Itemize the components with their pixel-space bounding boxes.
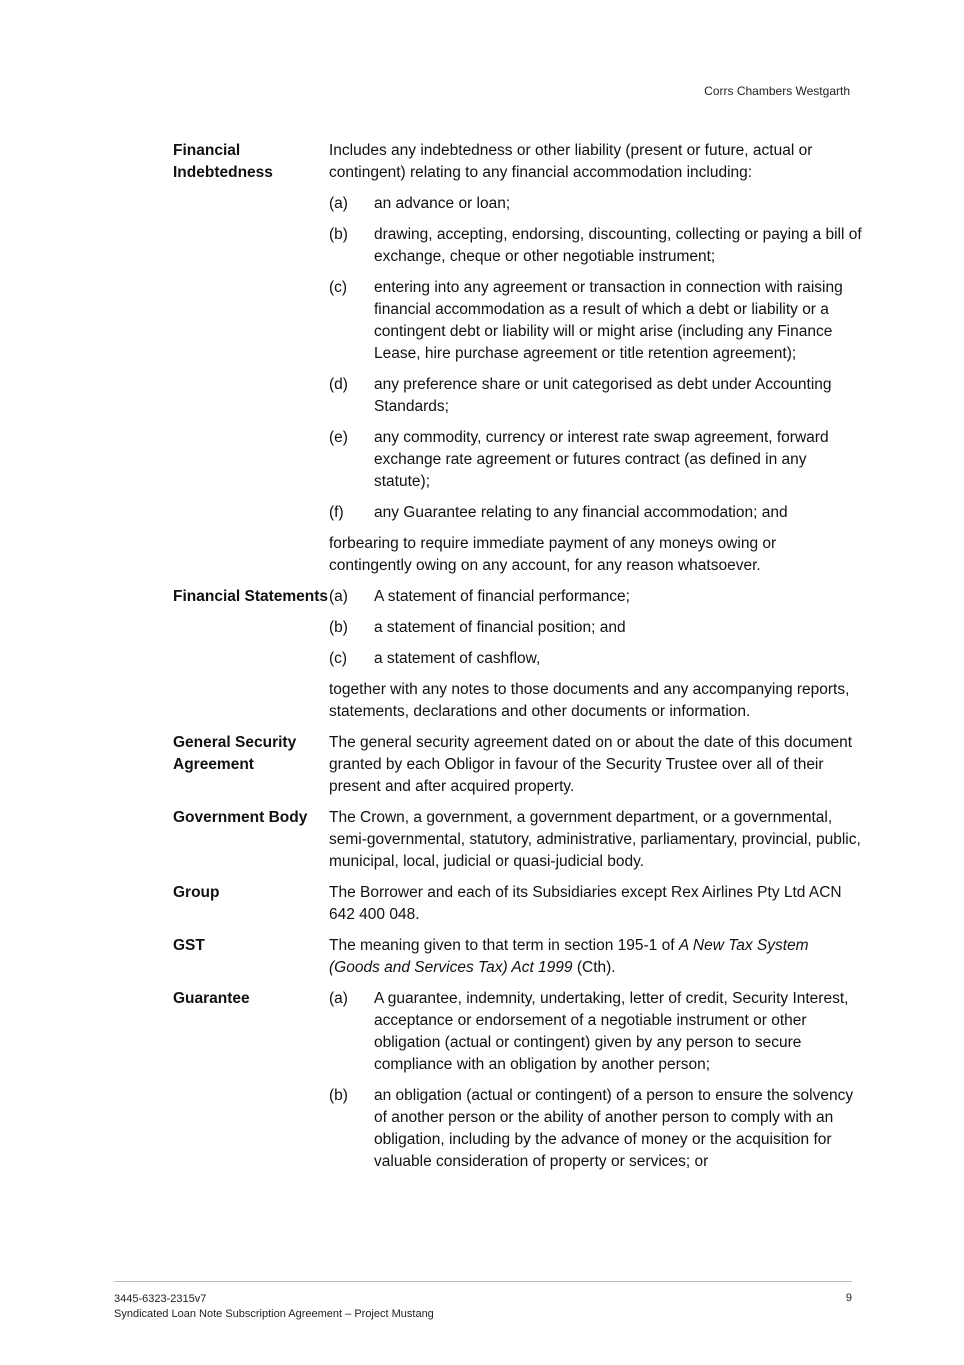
definition-outro: together with any notes to those documents and any accompanying reports, statements, declarations and other documents or information. (329, 681, 850, 720)
item-label: (c) (329, 650, 348, 667)
term-label: Financial Indebtedness (173, 142, 273, 181)
definition-body (329, 935, 863, 979)
definition-intro: The Crown, a government, a government department, or a governmental, semi-governmental, statutory, administrative, parliamentary, provincial, public, municipal, local, judicial or quasi-judicial body. (329, 809, 861, 870)
document-title: Syndicated Loan Note Subscription Agreement – Project Mustang (114, 1308, 434, 1320)
list-item (329, 193, 863, 215)
definition-body (329, 586, 863, 723)
definition-group (173, 882, 863, 926)
item-label: (b) (329, 1087, 348, 1104)
definitions-list (173, 140, 863, 1182)
list-item (329, 502, 863, 524)
definition-intro (329, 935, 863, 979)
definition-guarantee (173, 988, 863, 1173)
list-item (329, 374, 863, 418)
item-text: drawing, accepting, endorsing, discounting, collecting or paying a bill of exchange, cheque or other negotiable instrument; (374, 226, 862, 265)
page-header-firm: Corrs Chambers Westgarth (704, 84, 850, 98)
gst-text-after: (Cth). (572, 959, 616, 976)
term-label: Government Body (173, 809, 308, 826)
list-item (329, 277, 863, 365)
term-label: Financial Statements (173, 588, 329, 605)
term-label: GST (173, 937, 205, 954)
item-text: entering into any agreement or transaction in connection with raising financial accommodation as a result of which a debt or liability or a contingent debt or liability will or might arise (including any Finance Lease, hire purchase agreement or title retention agreement); (374, 279, 843, 362)
item-label: (f) (329, 504, 344, 521)
item-label: (e) (329, 429, 348, 446)
document-id: 3445-6323-2315v7 (114, 1293, 207, 1305)
gst-text-before: The meaning given to that term in section 195-1 of (329, 937, 679, 954)
definition-government-body (173, 807, 863, 873)
definition-general-security-agreement (173, 732, 863, 798)
list-item (329, 988, 863, 1076)
definition-gst (173, 935, 863, 979)
item-text: A statement of financial performance; (374, 588, 630, 605)
item-label: (c) (329, 279, 348, 296)
definition-intro: The general security agreement dated on or about the date of this document granted by each Obligor in favour of the Security Trustee over all of their present and after acquired property. (329, 734, 853, 795)
page-footer (114, 1292, 434, 1322)
definition-financial-indebtedness (173, 140, 863, 577)
footer-divider (114, 1281, 852, 1282)
item-text: A guarantee, indemnity, undertaking, letter of credit, Security Interest, acceptance or endorsement of a negotiable instrument or other obligation (actual or contingent) given by any person to secure compliance with an obligation by another person; (374, 990, 849, 1073)
definition-body (329, 732, 863, 798)
item-text: an advance or loan; (374, 195, 511, 212)
item-text: an obligation (actual or contingent) of a person to ensure the solvency of another person or the ability of another person to comply with an obligation, including by the advance of money or the acquisition for valuable consideration of property or services; or (374, 1087, 854, 1170)
list-item (329, 427, 863, 493)
list-item (329, 586, 863, 608)
definition-financial-statements (173, 586, 863, 723)
item-text: a statement of cashflow, (374, 650, 541, 667)
page-number: 9 (845, 1292, 852, 1304)
definition-body (329, 140, 863, 577)
item-text: any commodity, currency or interest rate swap agreement, forward exchange rate agreement or futures contract (as defined in any statute); (374, 429, 829, 490)
item-text: a statement of financial position; and (374, 619, 626, 636)
definition-body (329, 988, 863, 1173)
list-item (329, 617, 863, 639)
item-text: any preference share or unit categorised as debt under Accounting Standards; (374, 376, 832, 415)
list-item (329, 1085, 863, 1173)
item-label: (b) (329, 619, 348, 636)
item-label: (a) (329, 195, 348, 212)
list-item (329, 648, 863, 670)
term-label: Guarantee (173, 990, 250, 1007)
item-label: (a) (329, 588, 348, 605)
definition-body (329, 807, 863, 873)
term-label: Group (173, 884, 220, 901)
item-label: (d) (329, 376, 348, 393)
gst-act-title: A New Tax System (Goods and Services Tax) Act 1999 (329, 937, 809, 976)
definition-intro: The Borrower and each of its Subsidiaries except Rex Airlines Pty Ltd ACN 642 400 048. (329, 884, 842, 923)
definition-outro: forbearing to require immediate payment of any moneys owing or contingently owing on any account, for any reason whatsoever. (329, 535, 777, 574)
definition-body (329, 882, 863, 926)
term-label: General Security Agreement (173, 734, 297, 773)
list-item (329, 224, 863, 268)
definition-intro: Includes any indebtedness or other liability (present or future, actual or contingent) relating to any financial accommodation including: (329, 142, 813, 181)
item-text: any Guarantee relating to any financial accommodation; and (374, 504, 788, 521)
item-label: (b) (329, 226, 348, 243)
item-label: (a) (329, 990, 348, 1007)
